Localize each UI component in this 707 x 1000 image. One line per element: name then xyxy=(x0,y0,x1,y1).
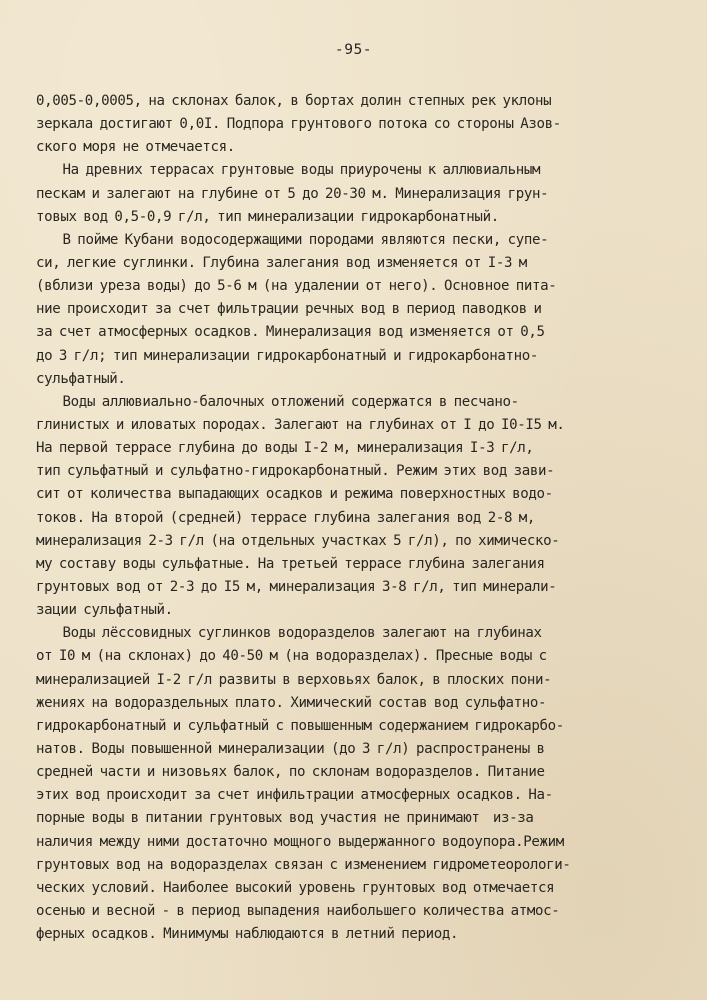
text-line: На древних террасах грунтовые воды приурочены к аллювиальным xyxy=(36,162,541,179)
text-line: минерализацией I-2 г/л развиты в верховьях балок, в плоских пони- xyxy=(36,671,552,688)
text-line: Воды аллювиально-балочных отложений содержатся в песчано- xyxy=(36,393,519,410)
text-line: сульфатный. xyxy=(36,370,126,387)
text-line: грунтовых вод от 2-3 до I5 м, минерализация 3-8 г/л, тип минерали- xyxy=(36,578,557,595)
text-line: ферных осадков. Минимумы наблюдаются в летний период. xyxy=(36,926,459,943)
text-line: за счет атмосферных осадков. Минерализация вод изменяется от 0,5 xyxy=(36,324,545,341)
text-line: В пойме Кубани водосодержащими породами являются пески, супе- xyxy=(36,231,549,248)
text-line: жениях на водораздельных плато. Химический состав вод сульфатно- xyxy=(36,694,547,711)
text-line: зеркала достигают 0,0I. Подпора грунтового потока со стороны Азов- xyxy=(36,116,561,133)
text-line: пескам и залегают на глубине от 5 до 20-30 м. Минерализация грун- xyxy=(36,185,549,202)
text-line: наличия между ними достаточно мощного выдержанного водоупора.Режим xyxy=(36,833,564,850)
text-line: натов. Воды повышенной минерализации (до 3 г/л) распространены в xyxy=(36,740,545,757)
text-line: этих вод происходит за счет инфильтрации атмосферных осадков. На- xyxy=(36,787,553,804)
text-line: ского моря не отмечается. xyxy=(36,139,235,156)
text-line: ческих условий. Наиболее высокий уровень грунтовых вод отмечается xyxy=(36,879,555,896)
text-line: му составу воды сульфатные. На третьей террасе глубина залегания xyxy=(36,555,545,572)
text-line: глинистых и иловатых породах. Залегают на глубинах от I до I0-I5 м. xyxy=(36,416,565,433)
text-line: средней части и низовьях балок, по склонам водоразделов. Питание xyxy=(36,764,545,781)
text-line: токов. На второй (средней) террасе глубина залегания вод 2-8 м, xyxy=(36,509,536,526)
text-line: тип сульфатный и сульфатно-гидрокарбонатный. Режим этих вод зави- xyxy=(36,463,555,480)
text-line: гидрокарбонатный и сульфатный с повышенным содержанием гидрокарбо- xyxy=(36,717,564,734)
text-line: (вблизи уреза воды) до 5-6 м (на удалении от него). Основное пита- xyxy=(36,278,557,295)
body-text xyxy=(36,90,668,946)
text-line: си, легкие суглинки. Глубина залегания вод изменяется от I-3 м xyxy=(36,254,527,271)
text-line: 0,005-0,0005, на склонах балок, в бортах долин степных рек уклоны xyxy=(36,93,552,109)
text-line: Воды лёссовидных суглинков водоразделов залегают на глубинах xyxy=(36,625,542,642)
text-line: сит от количества выпадающих осадков и режима поверхностных водо- xyxy=(36,486,553,503)
text-line: от I0 м (на склонах) до 40-50 м (на водоразделах). Пресные воды с xyxy=(36,648,547,665)
page-number: -95- xyxy=(334,41,373,58)
text-line: зации сульфатный. xyxy=(36,602,173,619)
text-line: порные воды в питании грунтовых вод участия не принимают из-за xyxy=(36,810,534,827)
text-line: осенью и весной - в период выпадения наибольшего количества атмос- xyxy=(36,902,560,919)
text-line: На первой террасе глубина до воды I-2 м, минерализация I-3 г/л, xyxy=(36,440,534,457)
text-line: минерализация 2-3 г/л (на отдельных участках 5 г/л), по химическо- xyxy=(36,532,560,549)
text-line: ние происходит за счет фильтрации речных вод в период паводков и xyxy=(36,301,542,318)
text-line: товых вод 0,5-0,9 г/л, тип минерализации гидрокарбонатный. xyxy=(36,208,499,225)
text-line: до 3 г/л; тип минерализации гидрокарбонатный и гидрокарбонатно- xyxy=(36,347,539,364)
text-line: грунтовых вод на водоразделах связан с изменением гидрометеорологи- xyxy=(36,856,571,873)
